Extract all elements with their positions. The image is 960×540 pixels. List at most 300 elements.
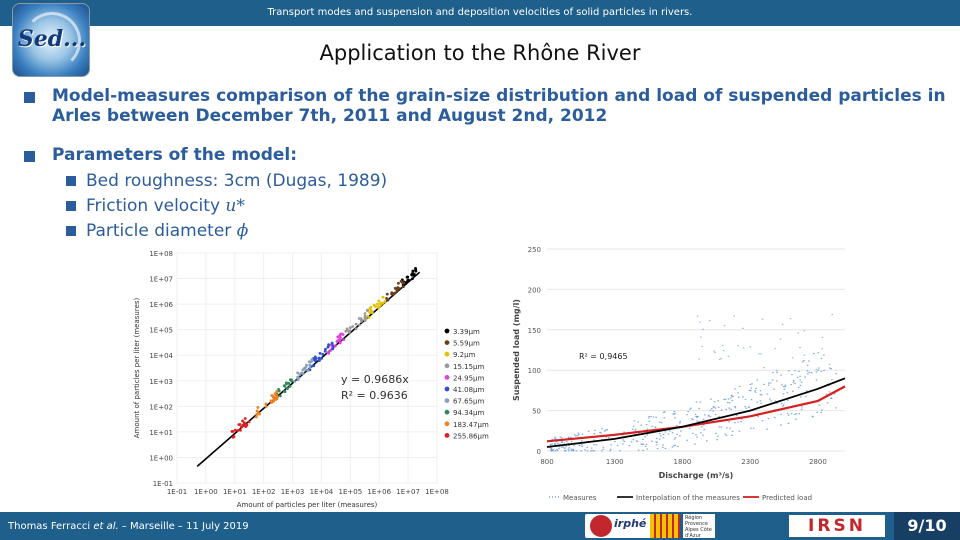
measure-point (819, 405, 821, 406)
measure-point (762, 319, 764, 320)
measure-point (560, 437, 562, 438)
legend-marker (445, 410, 450, 415)
data-point (233, 435, 236, 438)
measure-point (634, 430, 636, 431)
measure-point (662, 447, 664, 448)
measure-point (663, 434, 665, 435)
measure-point (742, 396, 744, 397)
measure-point (679, 421, 681, 422)
data-point (314, 355, 317, 358)
data-point (364, 315, 367, 318)
measure-point (700, 432, 702, 433)
measure-point (769, 398, 771, 399)
legend-label: 9.2µm (453, 351, 476, 360)
data-point (279, 394, 282, 397)
measure-point (551, 450, 553, 451)
measure-point (804, 376, 806, 377)
measure-point (592, 450, 594, 451)
measure-point (619, 450, 621, 451)
measure-point (570, 437, 572, 438)
measure-point (744, 406, 746, 407)
particle-diameter-row (86, 221, 248, 241)
measure-point (817, 370, 819, 371)
measure-point (728, 421, 730, 422)
measure-point (571, 450, 573, 451)
data-point (283, 390, 286, 393)
measure-point (641, 444, 643, 445)
y-tick-label: 1E-01 (152, 480, 173, 488)
measure-point (800, 385, 802, 386)
measure-point (647, 448, 649, 449)
measure-point (731, 435, 733, 436)
measure-point (656, 438, 658, 439)
measure-point (596, 444, 598, 445)
measure-point (664, 417, 666, 418)
measure-point (821, 409, 823, 410)
measure-point (739, 386, 741, 387)
measure-point (798, 387, 800, 388)
data-point (355, 327, 358, 330)
data-point (366, 309, 369, 312)
measure-point (660, 435, 662, 436)
measure-point (823, 370, 825, 371)
measure-point (822, 337, 824, 338)
measure-point (638, 450, 640, 451)
legend-label: 3.39µm (453, 328, 480, 336)
measure-point (674, 417, 676, 418)
measure-point (784, 386, 786, 387)
measure-point (829, 367, 831, 368)
measure-point (804, 330, 806, 331)
measure-point (661, 422, 663, 423)
measure-point (737, 421, 739, 422)
measure-point (659, 439, 661, 440)
measure-point (578, 434, 580, 435)
measure-point (742, 328, 744, 329)
measure-point (668, 433, 670, 434)
measure-point (801, 406, 803, 407)
measure-point (750, 428, 752, 429)
measure-point (787, 413, 789, 414)
measure-point (720, 358, 722, 359)
data-point (244, 417, 247, 420)
data-point (342, 333, 345, 336)
measure-point (808, 360, 810, 361)
data-point (368, 316, 371, 319)
measure-point (754, 390, 756, 391)
data-point (407, 279, 410, 282)
measure-point (776, 370, 778, 371)
measure-point (710, 399, 712, 400)
measure-point (574, 434, 576, 435)
measure-point (734, 422, 736, 423)
measure-point (663, 437, 665, 438)
measure-point (718, 416, 720, 417)
measure-point (659, 433, 661, 434)
measure-point (609, 450, 611, 451)
y-tick-label: 150 (527, 326, 541, 335)
measure-point (593, 444, 595, 445)
measure-point (632, 429, 634, 430)
x-tick-label: 1E+03 (280, 488, 305, 496)
measure-point (679, 422, 681, 423)
measure-point (751, 399, 753, 400)
measure-point (798, 371, 800, 372)
measure-point (561, 447, 563, 448)
measure-point (610, 449, 612, 450)
measure-point (772, 372, 774, 373)
measure-point (687, 411, 689, 412)
measure-point (581, 440, 583, 441)
data-point (336, 335, 339, 338)
measure-point (698, 408, 700, 409)
y-axis-label: Suspended load (mg/l) (512, 299, 521, 401)
measure-point (799, 376, 801, 377)
measure-point (680, 430, 682, 431)
measure-point (677, 446, 679, 447)
data-point (400, 280, 403, 283)
data-point (242, 424, 245, 427)
measure-point (640, 425, 642, 426)
measure-point (802, 361, 804, 362)
data-point (308, 366, 311, 369)
x-tick-label: 1E+06 (367, 488, 392, 496)
data-point (309, 361, 312, 364)
measure-point (591, 447, 593, 448)
data-point (398, 287, 401, 290)
measure-point (655, 427, 657, 428)
measure-point (566, 441, 568, 442)
x-tick-label: 1E+02 (251, 488, 276, 496)
particle-diameter-label: Particle diameter (86, 221, 232, 241)
measure-point (646, 424, 648, 425)
measure-point (811, 372, 813, 373)
x-tick-label: 1800 (673, 458, 692, 466)
y-tick-label: 1E+07 (149, 275, 173, 284)
measure-point (696, 420, 698, 421)
y-tick-label: 1E+05 (149, 326, 173, 335)
measure-point (552, 449, 554, 450)
measure-point (657, 448, 659, 449)
measure-point (614, 441, 616, 442)
data-point (270, 401, 273, 404)
measure-point (673, 414, 675, 415)
measure-point (572, 449, 574, 450)
measure-point (816, 412, 818, 413)
measure-point (799, 347, 801, 348)
measure-point (581, 446, 583, 447)
measure-point (820, 412, 822, 413)
measure-point (723, 399, 725, 400)
measure-point (577, 435, 579, 436)
x-tick-label: 800 (540, 458, 554, 466)
x-tick-label: 1300 (605, 458, 624, 466)
measure-point (816, 371, 818, 372)
data-point (237, 429, 240, 432)
measure-point (790, 384, 792, 385)
measure-point (624, 441, 626, 442)
measure-point (578, 433, 580, 434)
data-point (364, 312, 367, 315)
data-point (337, 339, 340, 342)
measure-point (788, 423, 790, 424)
data-point (239, 429, 242, 432)
measure-point (600, 432, 602, 433)
measure-point (637, 421, 639, 422)
measure-point (718, 407, 720, 408)
legend-label: 67.65µm (453, 397, 485, 406)
measure-point (694, 444, 696, 445)
measure-point (791, 374, 793, 375)
measure-point (797, 377, 799, 378)
measure-point (829, 364, 831, 365)
measure-point (714, 352, 716, 353)
data-point (270, 394, 273, 397)
measure-point (633, 426, 635, 427)
measure-point (697, 416, 699, 417)
measure-point (796, 413, 798, 414)
measure-point (623, 431, 625, 432)
measure-point (703, 419, 705, 420)
x-tick-label: 1E+01 (222, 488, 247, 496)
measure-point (730, 409, 732, 410)
legend-marker (445, 352, 450, 357)
measure-point (762, 420, 764, 421)
measure-point (714, 401, 716, 402)
legend-marker (445, 433, 450, 438)
measure-point (829, 391, 831, 392)
measure-point (728, 408, 730, 409)
measure-point (827, 402, 829, 403)
measure-point (770, 400, 772, 401)
data-point (382, 296, 385, 299)
fit-equation: y = 0.9686x (341, 373, 409, 386)
footer-etal: et al. (93, 521, 119, 532)
y-tick-label: 1E+06 (149, 301, 173, 310)
measure-point (782, 406, 784, 407)
data-point (307, 369, 310, 372)
measure-point (701, 426, 703, 427)
measure-point (676, 434, 678, 435)
measure-point (781, 384, 783, 385)
x-tick-label: 2800 (808, 458, 827, 466)
legend-marker (445, 329, 450, 334)
measure-point (645, 446, 647, 447)
measure-point (732, 396, 734, 397)
measure-point (675, 437, 677, 438)
measure-point (821, 371, 823, 372)
measure-point (723, 350, 725, 351)
measure-point (554, 443, 556, 444)
data-point (358, 317, 361, 320)
measure-point (717, 400, 719, 401)
data-point (351, 325, 354, 328)
y-tick-label: 100 (527, 367, 541, 376)
data-point (370, 306, 373, 309)
measure-point (692, 433, 694, 434)
measure-point (550, 444, 552, 445)
measure-point (728, 356, 730, 357)
measure-point (813, 353, 815, 354)
measure-point (582, 434, 584, 435)
data-point (411, 270, 414, 273)
measure-point (731, 395, 733, 396)
measure-point (734, 406, 736, 407)
data-point (321, 353, 324, 356)
measure-point (648, 418, 650, 419)
data-point (297, 377, 300, 380)
measure-point (601, 450, 603, 451)
measure-point (699, 322, 701, 323)
measure-point (636, 440, 638, 441)
friction-velocity-label: Friction velocity (86, 196, 221, 216)
measure-point (774, 348, 776, 349)
y-axis-label: Amount of particles per liter (measures) (133, 297, 141, 439)
measure-point (787, 400, 789, 401)
data-point (275, 390, 278, 393)
measure-point (608, 437, 610, 438)
measure-point (665, 448, 667, 449)
measure-point (768, 385, 770, 386)
measure-point (710, 416, 712, 417)
measure-point (772, 379, 774, 380)
measure-point (835, 407, 837, 408)
measure-point (659, 422, 661, 423)
measure-point (798, 413, 800, 414)
data-point (265, 405, 268, 408)
measure-point (797, 333, 799, 334)
irsn-logo: IRSN (789, 515, 885, 537)
measure-point (724, 433, 726, 434)
measure-point (722, 345, 724, 346)
measure-point (594, 450, 596, 451)
data-point (255, 416, 258, 419)
measure-point (774, 417, 776, 418)
measure-point (801, 382, 803, 383)
measure-point (818, 352, 820, 353)
measure-point (790, 318, 792, 319)
data-point (318, 359, 321, 362)
measure-point (803, 360, 805, 361)
measure-point (805, 396, 807, 397)
measure-point (672, 432, 674, 433)
measure-point (751, 383, 753, 384)
measure-point (738, 397, 740, 398)
bed-roughness: Bed roughness: 3cm (Dugas, 1989) (86, 171, 388, 191)
comparison-line2: Arles between December 7th, 2011 and August 2nd, 2012 (52, 106, 608, 126)
measure-point (724, 325, 726, 326)
data-point (410, 273, 413, 276)
comparison-line1: Model-measures comparison of the grain-size distribution and load of suspended particles in (52, 86, 946, 106)
measure-point (760, 353, 762, 354)
measure-point (631, 441, 633, 442)
measure-point (791, 413, 793, 414)
measure-point (642, 450, 644, 451)
legend-marker (445, 387, 450, 392)
measure-point (649, 421, 651, 422)
data-point (382, 302, 385, 305)
measure-point (776, 372, 778, 373)
measure-point (679, 435, 681, 436)
sub-bullet-marker (66, 176, 76, 186)
data-point (296, 372, 299, 375)
data-point (286, 387, 289, 390)
measure-point (831, 314, 833, 315)
legend-marker (445, 421, 450, 426)
data-point (411, 277, 414, 280)
measure-point (690, 408, 692, 409)
y-tick-label: 1E+03 (149, 377, 173, 386)
measure-point (706, 440, 708, 441)
fit-r-squared: R² = 0.9636 (341, 389, 408, 402)
measure-point (719, 359, 721, 360)
measure-point (780, 424, 782, 425)
y-tick-label: 50 (532, 407, 541, 416)
measure-point (642, 439, 644, 440)
measure-point (601, 428, 603, 429)
data-point (387, 299, 390, 302)
data-point (370, 309, 373, 312)
data-point (331, 344, 334, 347)
measure-point (648, 416, 650, 417)
measure-point (807, 365, 809, 366)
measure-point (715, 433, 717, 434)
measure-point (785, 385, 787, 386)
measure-point (656, 444, 658, 445)
friction-velocity-row (86, 196, 245, 216)
measure-point (567, 449, 569, 450)
data-point (285, 383, 288, 386)
measure-point (792, 357, 794, 358)
data-point (378, 305, 381, 308)
measure-point (831, 398, 833, 399)
measure-point (755, 388, 757, 389)
data-point (402, 285, 405, 288)
measure-point (561, 438, 563, 439)
measure-point (763, 384, 765, 385)
region-flag-logo (650, 514, 680, 538)
measure-point (812, 416, 814, 417)
measure-point (696, 436, 698, 437)
measure-point (766, 429, 768, 430)
measure-point (689, 409, 691, 410)
measure-point (780, 375, 782, 376)
measure-point (760, 403, 762, 404)
data-point (327, 343, 330, 346)
measure-point (748, 407, 750, 408)
data-point (414, 270, 417, 273)
measure-point (704, 414, 706, 415)
measure-point (835, 373, 837, 374)
parameters-title: Parameters of the model: (52, 145, 298, 165)
measure-point (793, 382, 795, 383)
data-point (302, 372, 305, 375)
legend-label: Predicted load (762, 494, 813, 502)
data-point (324, 350, 327, 353)
measure-point (758, 353, 760, 354)
measure-point (564, 450, 566, 451)
footer-citation (8, 521, 249, 532)
measure-point (669, 431, 671, 432)
measure-point (821, 358, 823, 359)
data-point (397, 282, 400, 285)
measure-point (788, 370, 790, 371)
measure-point (726, 427, 728, 428)
data-point (377, 299, 380, 302)
data-point (331, 342, 334, 345)
data-point (326, 346, 329, 349)
measure-point (617, 445, 619, 446)
